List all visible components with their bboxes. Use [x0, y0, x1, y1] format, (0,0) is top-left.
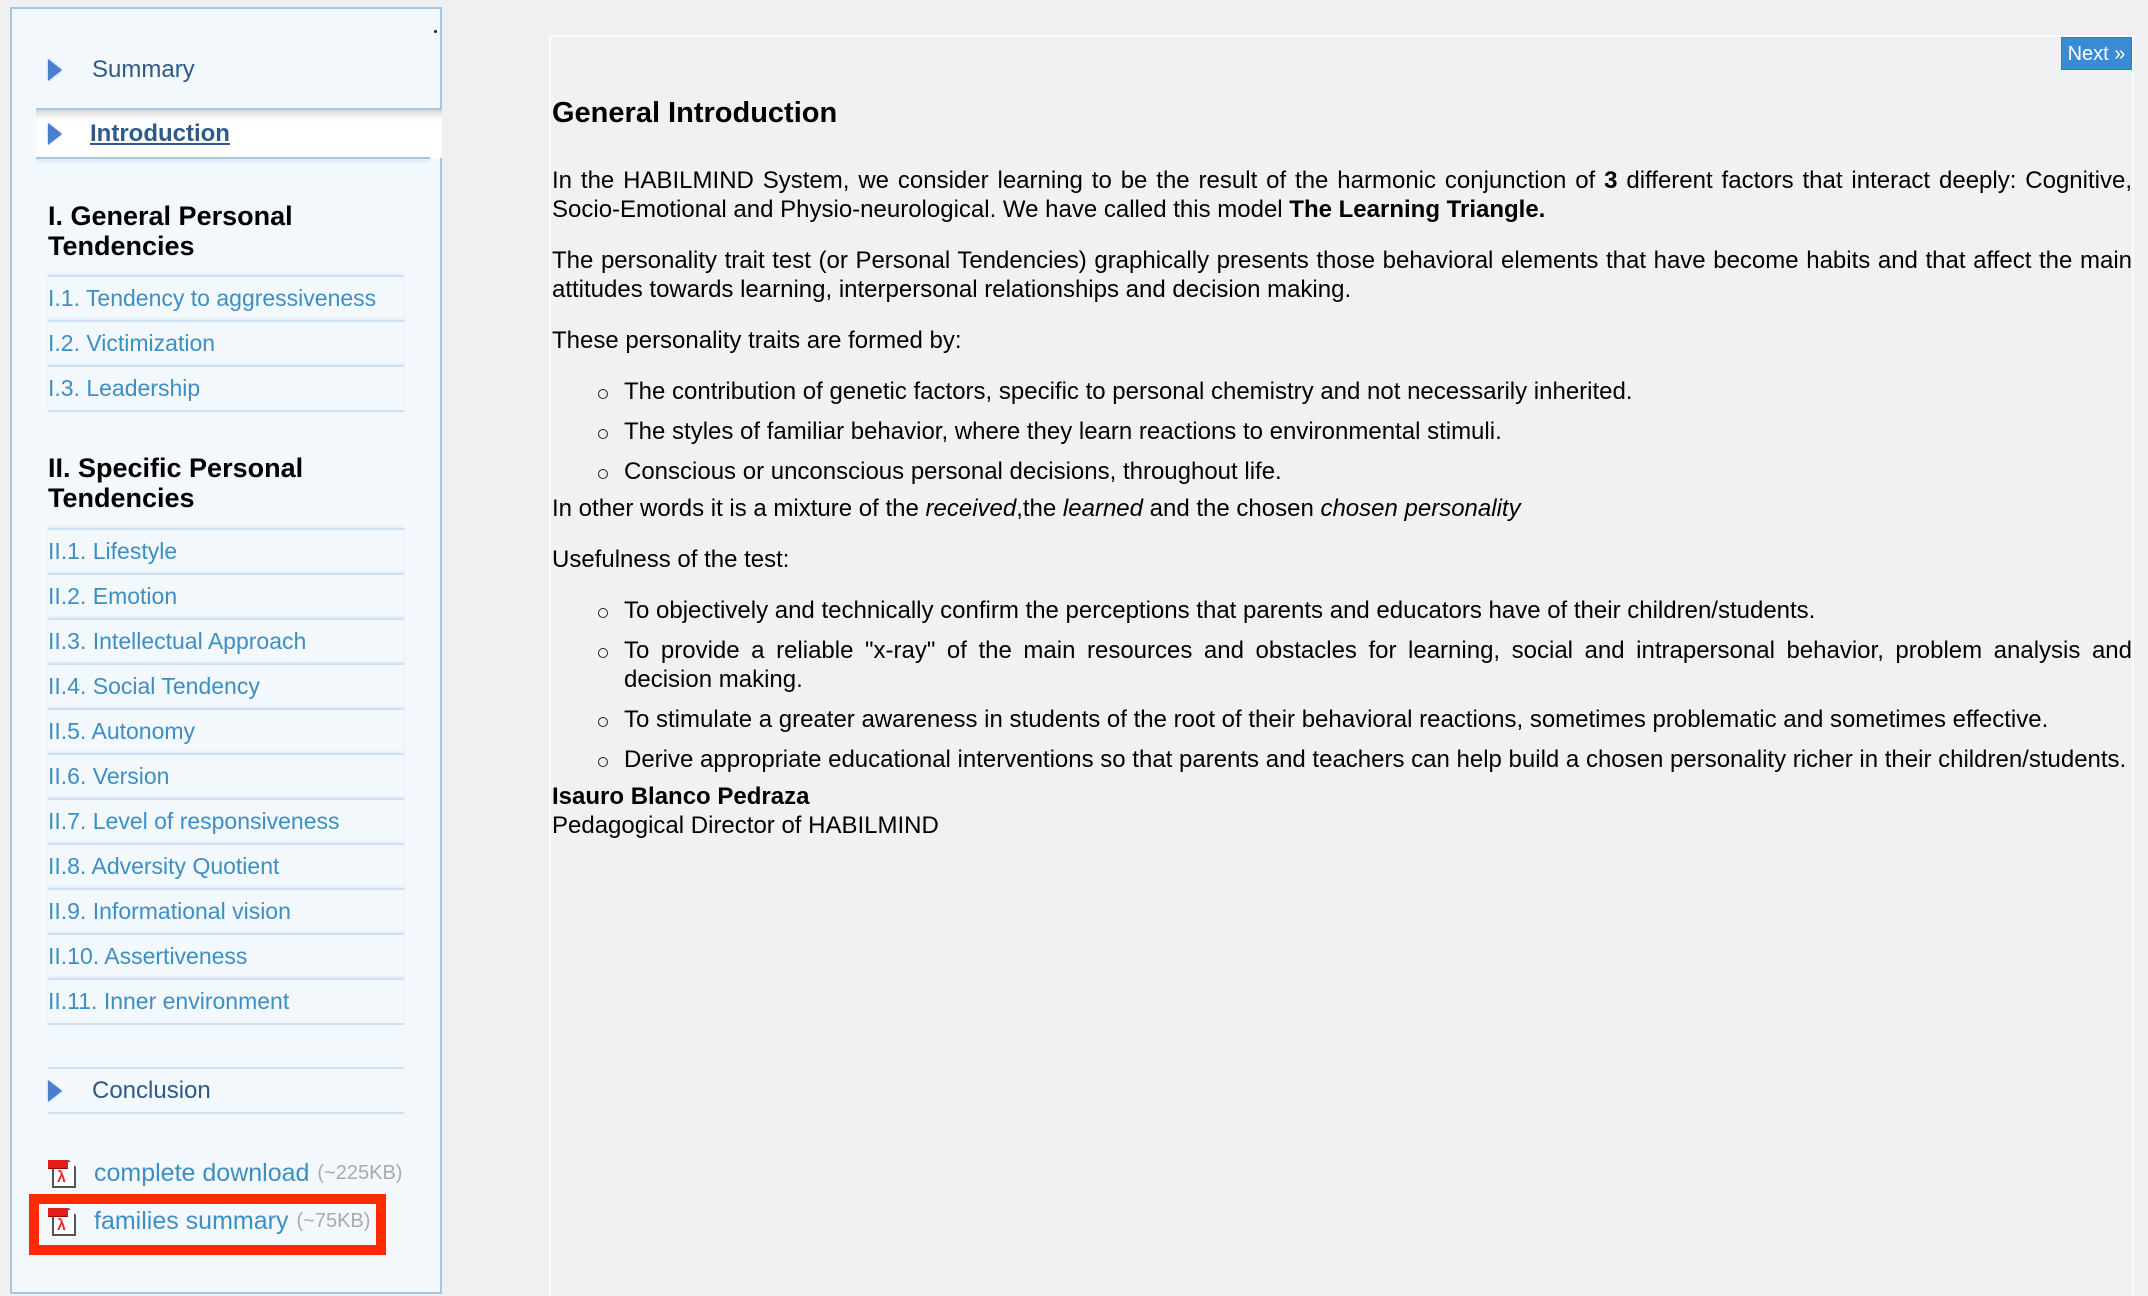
tab-label: Conclusion: [92, 1076, 211, 1104]
text: ,the: [1016, 495, 1063, 522]
sidebar-item-lifestyle[interactable]: II.1. Lifestyle: [48, 528, 404, 573]
italic-text: chosen personality: [1320, 495, 1521, 522]
mixture-paragraph: [552, 494, 2132, 523]
sidebar-item-version[interactable]: II.6. Version: [48, 753, 404, 798]
italic-text: received: [925, 495, 1017, 522]
file-size: (~75KB): [296, 1209, 371, 1232]
page-title: General Introduction: [552, 97, 838, 129]
bold-number: 3: [1604, 167, 1618, 194]
list-item: To stimulate a greater awareness in students of the root of their behavioral reactions, sometimes problematic and sometimes effective.: [598, 705, 2132, 734]
sidebar-tab-summary[interactable]: [36, 48, 430, 92]
general-tendencies-list: [48, 275, 404, 412]
list-item: Derive appropriate educational interventions so that parents and teachers can help build a chosen personality richer in their children/students.: [598, 745, 2132, 774]
sidebar-tab-introduction[interactable]: [36, 110, 442, 158]
author-name: Isauro Blanco Pedraza: [552, 783, 810, 810]
file-size: (~225KB): [317, 1161, 403, 1184]
download-families-summary-link[interactable]: families summary: [94, 1206, 289, 1235]
model-name: The Learning Triangle.: [1289, 196, 1546, 223]
author-signature: [552, 782, 2132, 840]
sidebar-item-victimization[interactable]: I.2. Victimization: [48, 320, 404, 365]
usefulness-list: [552, 596, 2132, 774]
sidebar-item-assertiveness[interactable]: II.10. Assertiveness: [48, 933, 404, 978]
dot-mark: [434, 30, 437, 33]
text: and the chosen: [1142, 495, 1321, 522]
sidebar-item-inner-environment[interactable]: II.11. Inner environment: [48, 978, 404, 1025]
list-item: To objectively and technically confirm the perceptions that parents and educators have of their children/students.: [598, 596, 2132, 625]
tab-label: Summary: [92, 56, 195, 83]
tab-label: Introduction: [90, 120, 230, 147]
sidebar-item-social-tendency[interactable]: II.4. Social Tendency: [48, 663, 404, 708]
pdf-icon: λ: [48, 1158, 78, 1188]
triangle-right-icon: [48, 59, 62, 81]
list-item: To provide a reliable "x-ray" of the main resources and obstacles for learning, social and intrapersonal behavior, problem analysis and decision making.: [598, 636, 2132, 694]
sidebar-item-adversity-quotient[interactable]: II.8. Adversity Quotient: [48, 843, 404, 888]
trait-test-paragraph: The personality trait test (or Personal Tendencies) graphically presents those behavioral elements that have become habits and that affect the main attitudes towards learning, interpersonal relationships and decision making.: [552, 247, 2132, 303]
sidebar-item-aggressiveness[interactable]: I.1. Tendency to aggressiveness: [48, 275, 404, 320]
download-complete-link[interactable]: complete download: [94, 1158, 310, 1187]
sidebar-tab-conclusion[interactable]: [48, 1067, 404, 1114]
pdf-icon: λ: [48, 1206, 78, 1236]
sidebar-item-autonomy[interactable]: II.5. Autonomy: [48, 708, 404, 753]
sidebar-item-leadership[interactable]: I.3. Leadership: [48, 365, 404, 412]
traits-list: [552, 377, 2132, 486]
italic-text: learned: [1062, 495, 1143, 522]
download-complete[interactable]: [48, 1155, 402, 1191]
highlight-box: [29, 1194, 386, 1255]
list-item: Conscious or unconscious personal decisions, throughout life.: [598, 457, 2132, 486]
list-item: The contribution of genetic factors, specific to personal chemistry and not necessarily inherited.: [598, 377, 2132, 406]
section-heading-general: I. General Personal Tendencies: [48, 201, 293, 261]
list-item: The styles of familiar behavior, where they learn reactions to environmental stimuli.: [598, 417, 2132, 446]
sidebar-item-emotion[interactable]: II.2. Emotion: [48, 573, 404, 618]
triangle-right-icon: [48, 123, 62, 145]
traits-formed-paragraph: These personality traits are formed by:: [552, 327, 962, 354]
specific-tendencies-list: [48, 528, 404, 1025]
intro-paragraph: [552, 166, 2132, 224]
triangle-right-icon: [48, 1080, 62, 1102]
author-role: Pedagogical Director of HABILMIND: [552, 812, 939, 839]
next-button[interactable]: Next »: [2061, 37, 2132, 70]
usefulness-paragraph: Usefulness of the test:: [552, 546, 790, 573]
text: different factors that interact deeply: Cognitive, Socio-Emotional and Physio-neurological. We have called this model: [552, 167, 2132, 223]
sidebar-item-informational-vision[interactable]: II.9. Informational vision: [48, 888, 404, 933]
sidebar-item-intellectual-approach[interactable]: II.3. Intellectual Approach: [48, 618, 404, 663]
text: In other words it is a mixture of the: [552, 495, 926, 522]
section-heading-specific: II. Specific Personal Tendencies: [48, 453, 304, 513]
article: [552, 96, 2132, 840]
text: In the HABILMIND System, we consider learning to be the result of the harmonic conjunction of: [552, 167, 1605, 194]
sidebar-item-responsiveness[interactable]: II.7. Level of responsiveness: [48, 798, 404, 843]
divider: [36, 157, 430, 159]
